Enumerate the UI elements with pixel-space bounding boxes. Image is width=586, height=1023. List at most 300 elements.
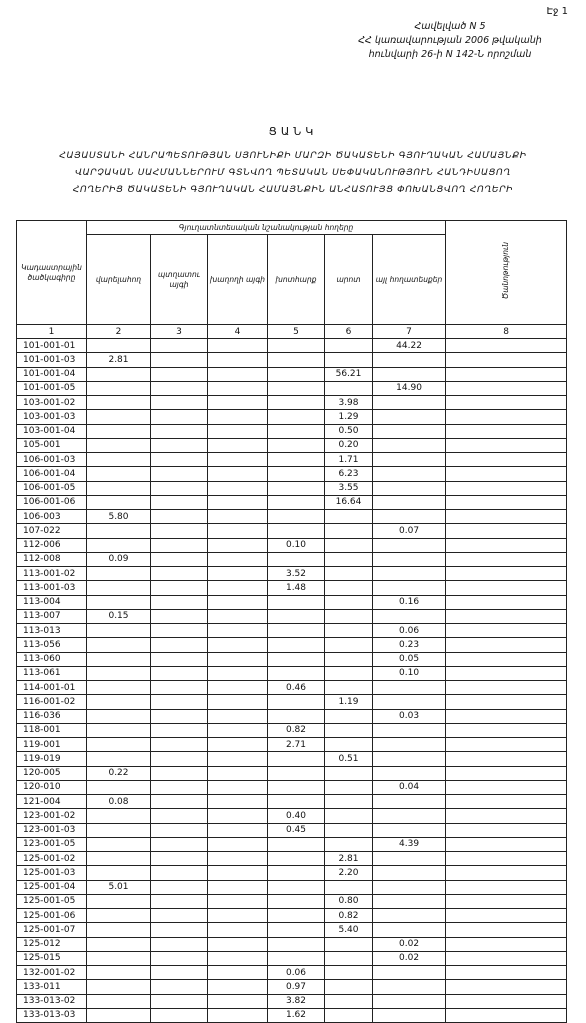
area-cell (208, 581, 268, 595)
cadastral-code-cell: 119-001 (17, 738, 87, 752)
area-cell: 3.98 (325, 396, 373, 410)
area-cell (373, 695, 446, 709)
cadastral-code-cell: 101-001-05 (17, 381, 87, 395)
area-cell (268, 595, 325, 609)
area-cell (208, 723, 268, 737)
area-cell: 1.29 (325, 410, 373, 424)
cadastral-code-cell: 119-019 (17, 752, 87, 766)
page-number: Էջ 1 (546, 6, 568, 17)
area-cell (208, 752, 268, 766)
area-cell: 1.19 (325, 695, 373, 709)
area-cell (446, 937, 567, 951)
area-cell: 0.03 (373, 709, 446, 723)
area-cell (325, 1008, 373, 1022)
table-row (17, 752, 567, 766)
area-cell: 0.02 (373, 951, 446, 965)
area-cell (373, 994, 446, 1008)
area-cell (446, 538, 567, 552)
area-cell (268, 367, 325, 381)
area-cell: 0.82 (325, 909, 373, 923)
area-cell (87, 823, 151, 837)
area-cell (446, 595, 567, 609)
table-row (17, 481, 567, 495)
table-row (17, 595, 567, 609)
area-cell (87, 524, 151, 538)
area-cell (446, 638, 567, 652)
column-number: 2 (87, 325, 151, 339)
area-cell: 0.05 (373, 652, 446, 666)
area-cell (208, 652, 268, 666)
column-number: 6 (325, 325, 373, 339)
table-row (17, 681, 567, 695)
area-cell (87, 567, 151, 581)
area-cell (446, 980, 567, 994)
area-cell (373, 923, 446, 937)
table-row (17, 524, 567, 538)
table-row (17, 581, 567, 595)
area-cell: 0.08 (87, 795, 151, 809)
table-row (17, 780, 567, 794)
table-row (17, 809, 567, 823)
area-cell (151, 951, 208, 965)
cadastral-code-cell: 101-001-03 (17, 353, 87, 367)
area-cell (325, 795, 373, 809)
area-cell (373, 538, 446, 552)
area-cell (373, 894, 446, 908)
cadastral-code-cell: 105-001 (17, 438, 87, 452)
table-row (17, 652, 567, 666)
area-cell (268, 695, 325, 709)
area-cell (208, 367, 268, 381)
area-cell (208, 966, 268, 980)
area-cell (373, 424, 446, 438)
area-cell: 3.52 (268, 567, 325, 581)
cadastral-code-cell: 101-001-04 (17, 367, 87, 381)
cadastral-code-cell: 121-004 (17, 795, 87, 809)
area-cell (268, 481, 325, 495)
table-row (17, 410, 567, 424)
cadastral-code-cell: 133-011 (17, 980, 87, 994)
area-cell (373, 909, 446, 923)
cadastral-code-cell: 125-015 (17, 951, 87, 965)
table-row (17, 866, 567, 880)
header-vineyard: խաղողի այգի (208, 235, 268, 325)
area-cell (373, 752, 446, 766)
area-cell (151, 681, 208, 695)
area-cell (87, 339, 151, 353)
area-cell (446, 524, 567, 538)
area-cell: 2.71 (268, 738, 325, 752)
area-cell (325, 609, 373, 623)
area-cell (373, 723, 446, 737)
area-cell (208, 666, 268, 680)
table-row (17, 495, 567, 509)
area-cell (151, 809, 208, 823)
area-cell (87, 852, 151, 866)
area-cell (446, 410, 567, 424)
area-cell (208, 638, 268, 652)
area-cell (446, 852, 567, 866)
table-body (17, 339, 567, 1023)
area-cell: 0.10 (268, 538, 325, 552)
column-number: 7 (373, 325, 446, 339)
area-cell (151, 1008, 208, 1022)
table-row (17, 766, 567, 780)
header-arable-land: վարելահող (87, 235, 151, 325)
approval-block (330, 20, 570, 62)
cadastral-code-cell: 103-001-03 (17, 410, 87, 424)
area-cell (446, 880, 567, 894)
area-cell (446, 923, 567, 937)
table-row (17, 923, 567, 937)
area-cell (151, 552, 208, 566)
area-cell: 0.45 (268, 823, 325, 837)
area-cell (151, 339, 208, 353)
area-cell (208, 894, 268, 908)
area-cell (208, 880, 268, 894)
area-cell (208, 467, 268, 481)
area-cell (325, 624, 373, 638)
area-cell (446, 695, 567, 709)
table-row (17, 353, 567, 367)
table-row (17, 709, 567, 723)
area-cell (208, 552, 268, 566)
area-cell (208, 410, 268, 424)
area-cell: 14.90 (373, 381, 446, 395)
table-row (17, 723, 567, 737)
area-cell (268, 894, 325, 908)
area-cell: 2.81 (87, 353, 151, 367)
area-cell (151, 524, 208, 538)
area-cell (325, 381, 373, 395)
table-row (17, 453, 567, 467)
cadastral-code-cell: 106-001-06 (17, 495, 87, 509)
area-cell (87, 923, 151, 937)
table-row (17, 695, 567, 709)
area-cell (208, 852, 268, 866)
table-row (17, 538, 567, 552)
area-cell: 0.06 (268, 966, 325, 980)
header-agricultural-lands: Գյուղատնտեսական նշանակության հողերը (87, 221, 446, 235)
cadastral-code-cell: 113-061 (17, 666, 87, 680)
area-cell: 0.40 (268, 809, 325, 823)
area-cell (446, 894, 567, 908)
area-cell (446, 994, 567, 1008)
header-note (446, 221, 567, 325)
document-heading: ՑԱՆԿ (268, 125, 318, 138)
area-cell (208, 795, 268, 809)
area-cell (325, 567, 373, 581)
cadastral-code-cell: 125-001-03 (17, 866, 87, 880)
cadastral-code-cell: 106-001-05 (17, 481, 87, 495)
area-cell (446, 609, 567, 623)
cadastral-code-cell: 125-001-07 (17, 923, 87, 937)
header-note-label: Ծանոթություն (501, 242, 511, 300)
area-cell: 0.15 (87, 609, 151, 623)
area-cell (208, 937, 268, 951)
area-cell (325, 339, 373, 353)
title-line: ՀՈՂԵՐԻՑ ԾԱԿԱՏԵՆԻ ԳՅՈՒՂԱԿԱՆ ՀԱՄԱՅՆՔԻՆ ԱՆՀԱՏՈՒՅՑ ՓՈԽԱՆՑՎՈՂ ՀՈՂԵՐԻ (72, 184, 514, 195)
area-cell (151, 367, 208, 381)
area-cell (325, 723, 373, 737)
table-row (17, 339, 567, 353)
area-cell: 0.80 (325, 894, 373, 908)
area-cell (446, 666, 567, 680)
cadastral-code-cell: 125-001-05 (17, 894, 87, 908)
area-cell: 0.16 (373, 595, 446, 609)
table-row (17, 438, 567, 452)
cadastral-code-cell: 125-001-04 (17, 880, 87, 894)
cadastral-code-cell: 113-060 (17, 652, 87, 666)
table-row (17, 980, 567, 994)
area-cell (446, 624, 567, 638)
area-cell (446, 709, 567, 723)
area-cell: 1.62 (268, 1008, 325, 1022)
cadastral-code-cell: 113-004 (17, 595, 87, 609)
area-cell (208, 681, 268, 695)
area-cell (446, 951, 567, 965)
area-cell (87, 652, 151, 666)
area-cell: 0.10 (373, 666, 446, 680)
area-cell: 0.51 (325, 752, 373, 766)
area-cell (373, 880, 446, 894)
cadastral-code-cell: 106-003 (17, 510, 87, 524)
cadastral-code-cell: 107-022 (17, 524, 87, 538)
table-row (17, 951, 567, 965)
cadastral-code-cell: 113-007 (17, 609, 87, 623)
area-cell (373, 438, 446, 452)
area-cell (87, 481, 151, 495)
area-cell: 0.97 (268, 980, 325, 994)
area-cell (373, 510, 446, 524)
area-cell (151, 795, 208, 809)
area-cell (208, 381, 268, 395)
area-cell (151, 709, 208, 723)
area-cell: 5.40 (325, 923, 373, 937)
column-number: 3 (151, 325, 208, 339)
cadastral-code-cell: 106-001-03 (17, 453, 87, 467)
title-line: ՎԱՐՉԱԿԱՆ ՍԱՀՄԱՆՆԵՐՈՒՄ ԳՏՆՎՈՂ ՊԵՏԱԿԱՆ ՍԵՓԱԿԱՆՈՒԹՅՈՒՆ ՀԱՆԴԻՍԱՑՈՂ (75, 167, 511, 178)
area-cell: 2.20 (325, 866, 373, 880)
area-cell (151, 652, 208, 666)
area-cell (373, 495, 446, 509)
area-cell (325, 780, 373, 794)
area-cell (87, 966, 151, 980)
area-cell (151, 595, 208, 609)
table-row (17, 396, 567, 410)
area-cell (208, 510, 268, 524)
area-cell (151, 481, 208, 495)
area-cell (87, 951, 151, 965)
table-row (17, 966, 567, 980)
area-cell: 3.55 (325, 481, 373, 495)
area-cell (325, 709, 373, 723)
area-cell (373, 609, 446, 623)
area-cell (151, 495, 208, 509)
area-cell (87, 410, 151, 424)
area-cell (151, 980, 208, 994)
area-cell (325, 510, 373, 524)
area-cell (151, 866, 208, 880)
area-cell (268, 495, 325, 509)
area-cell (268, 424, 325, 438)
area-cell (446, 567, 567, 581)
table-row (17, 837, 567, 851)
area-cell (373, 738, 446, 752)
area-cell (208, 923, 268, 937)
area-cell (151, 638, 208, 652)
area-cell (268, 652, 325, 666)
area-cell (446, 381, 567, 395)
area-cell (151, 780, 208, 794)
area-cell (151, 852, 208, 866)
area-cell (87, 681, 151, 695)
area-cell (325, 666, 373, 680)
area-cell (208, 524, 268, 538)
area-cell (87, 638, 151, 652)
cadastral-code-cell: 125-012 (17, 937, 87, 951)
area-cell (151, 381, 208, 395)
area-cell (208, 339, 268, 353)
table-row (17, 795, 567, 809)
area-cell (325, 595, 373, 609)
area-cell (268, 552, 325, 566)
area-cell (151, 510, 208, 524)
area-cell (325, 738, 373, 752)
area-cell (446, 581, 567, 595)
area-cell (373, 966, 446, 980)
area-cell (325, 880, 373, 894)
area-cell (208, 567, 268, 581)
area-cell (87, 666, 151, 680)
area-cell (208, 453, 268, 467)
area-cell (151, 467, 208, 481)
header-other-lands: այլ հողատեսքեր (373, 235, 446, 325)
area-cell (151, 438, 208, 452)
area-cell (208, 353, 268, 367)
area-cell (151, 723, 208, 737)
area-cell: 5.01 (87, 880, 151, 894)
area-cell: 0.82 (268, 723, 325, 737)
area-cell (446, 723, 567, 737)
area-cell (151, 410, 208, 424)
area-cell (373, 410, 446, 424)
area-cell (268, 510, 325, 524)
area-cell (151, 937, 208, 951)
area-cell: 56.21 (325, 367, 373, 381)
area-cell (87, 595, 151, 609)
area-cell: 0.04 (373, 780, 446, 794)
area-cell (268, 837, 325, 851)
area-cell (151, 624, 208, 638)
cadastral-code-cell: 123-001-05 (17, 837, 87, 851)
area-cell (268, 666, 325, 680)
area-cell: 0.20 (325, 438, 373, 452)
area-cell (446, 795, 567, 809)
area-cell (325, 652, 373, 666)
area-cell (151, 738, 208, 752)
table-row (17, 467, 567, 481)
column-number-row (17, 325, 567, 339)
cadastral-code-cell: 106-001-04 (17, 467, 87, 481)
area-cell (87, 1008, 151, 1022)
area-cell (446, 495, 567, 509)
table-row (17, 666, 567, 680)
table-row (17, 823, 567, 837)
area-cell (268, 752, 325, 766)
area-cell (446, 1008, 567, 1022)
area-cell (373, 823, 446, 837)
area-cell (208, 424, 268, 438)
area-cell (373, 809, 446, 823)
area-cell (268, 353, 325, 367)
cadastral-code-cell: 118-001 (17, 723, 87, 737)
area-cell (208, 396, 268, 410)
area-cell (325, 552, 373, 566)
area-cell (325, 524, 373, 538)
column-number: 5 (268, 325, 325, 339)
area-cell (268, 339, 325, 353)
area-cell (325, 937, 373, 951)
area-cell: 1.48 (268, 581, 325, 595)
area-cell (151, 538, 208, 552)
area-cell (446, 766, 567, 780)
area-cell (325, 581, 373, 595)
area-cell (373, 795, 446, 809)
cadastral-code-cell: 133-013-03 (17, 1008, 87, 1022)
cadastral-code-cell: 103-001-04 (17, 424, 87, 438)
table-row (17, 994, 567, 1008)
area-cell (151, 823, 208, 837)
area-cell: 0.23 (373, 638, 446, 652)
area-cell (208, 837, 268, 851)
area-cell: 0.07 (373, 524, 446, 538)
area-cell (268, 795, 325, 809)
area-cell (87, 538, 151, 552)
cadastral-code-cell: 120-005 (17, 766, 87, 780)
area-cell (446, 681, 567, 695)
area-cell (151, 966, 208, 980)
area-cell (446, 966, 567, 980)
area-cell (151, 909, 208, 923)
area-cell: 4.39 (373, 837, 446, 851)
area-cell (208, 738, 268, 752)
approval-line: ՀՀ կառավարության 2006 թվականի (358, 35, 542, 46)
area-cell (151, 766, 208, 780)
area-cell (208, 481, 268, 495)
area-cell: 5.80 (87, 510, 151, 524)
cadastral-code-cell: 123-001-02 (17, 809, 87, 823)
cadastral-code-cell: 103-001-02 (17, 396, 87, 410)
area-cell (208, 766, 268, 780)
cadastral-code-cell: 120-010 (17, 780, 87, 794)
area-cell (87, 624, 151, 638)
area-cell (268, 467, 325, 481)
area-cell (208, 994, 268, 1008)
area-cell (151, 453, 208, 467)
table-row (17, 894, 567, 908)
area-cell (151, 994, 208, 1008)
area-cell (87, 695, 151, 709)
table-row (17, 852, 567, 866)
area-cell (325, 837, 373, 851)
area-cell (446, 809, 567, 823)
area-cell (268, 381, 325, 395)
area-cell (208, 495, 268, 509)
area-cell (87, 780, 151, 794)
area-cell: 6.23 (325, 467, 373, 481)
header-orchard: պտղատու այգի (151, 235, 208, 325)
